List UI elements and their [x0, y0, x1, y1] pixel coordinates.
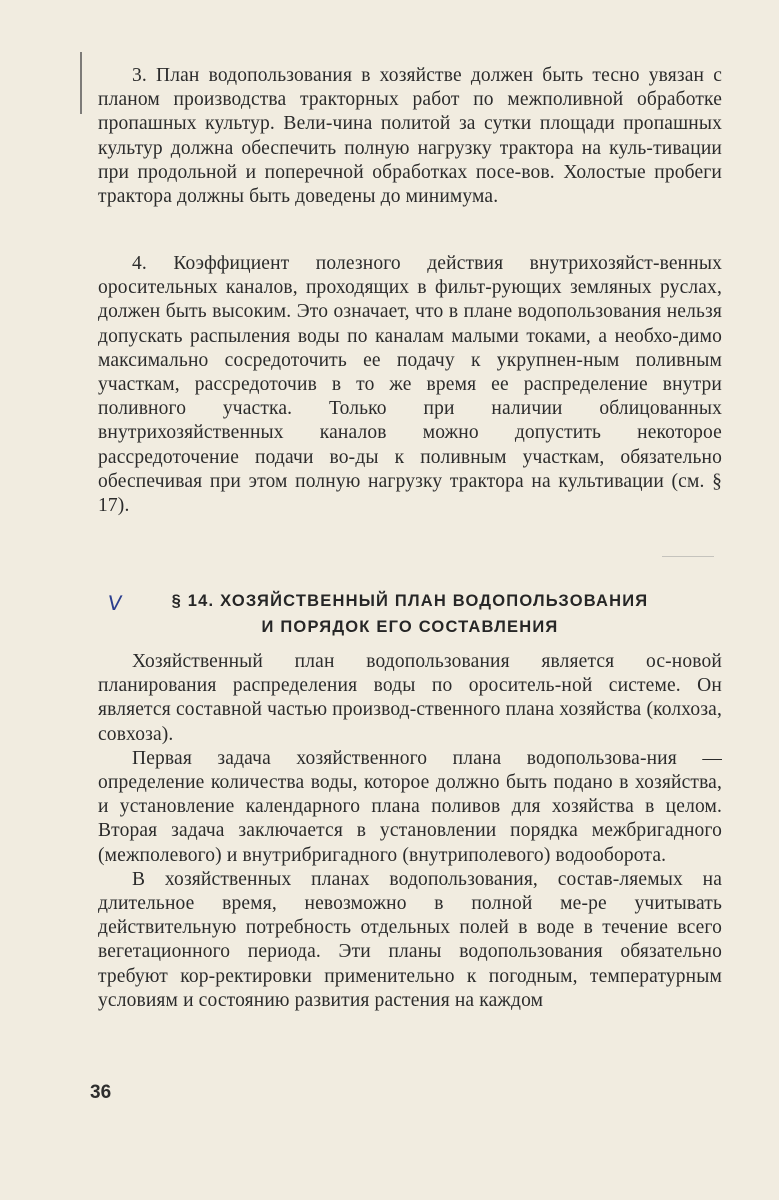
section-title-line-2: И ПОРЯДОК ЕГО СОСТАВЛЕНИЯ — [261, 618, 559, 636]
section-heading — [98, 588, 722, 640]
page-number: 36 — [90, 1082, 112, 1103]
handwritten-check-mark: V — [106, 591, 124, 615]
faint-underline-mark — [662, 556, 714, 557]
section-paragraph-3: В хозяйственных планах водопользования, состав-ляемых на длительное время, невозможно в полной ме-ре учитывать действительную потребность отдельных полей в воде в течение всего вегетационного периода. Эти планы водопользования обязательно требуют кор-ректировки применительно к погодным, температурным условиям и состоянию развития растения на каждом — [98, 868, 722, 1011]
section-body — [98, 650, 722, 1013]
section-paragraph-2: Первая задача хозяйственного плана водопользова-ния — определение количества воды, которое должно быть подано в хозяйства, и установление календарного плана поливов для хозяйства в целом. Вторая задача заключается в установлении порядка межбригадного (межполевого) и внутрибригадного (внутриполевого) водооборота. — [98, 747, 722, 866]
paragraph-3: 3. План водопользования в хозяйстве должен быть тесно увязан с планом производства тракторных работ по межполивной обработке пропашных культур. Вели-чина политой за сутки площади пропашных культур должна обеспечить полную нагрузку трактора на куль-тивации при продольной и поперечной обработках посе-вов. Холостые пробеги трактора должны быть доведены до минимума. — [98, 65, 722, 208]
paragraph-4-block — [98, 252, 722, 518]
paragraph-3-block — [98, 64, 722, 209]
section-title-line-1: § 14. ХОЗЯЙСТВЕННЫЙ ПЛАН ВОДОПОЛЬЗОВАНИЯ — [171, 592, 649, 610]
section-paragraph-1: Хозяйственный план водопользования является ос-новой планирования распределения воды по ороситель-ной системе. Он является составной частью производ-ственного плана хозяйства (колхоза, совхоза). — [98, 651, 722, 745]
margin-pencil-mark — [80, 52, 82, 114]
paragraph-4: 4. Коэффициент полезного действия внутрихозяйст-венных оросительных каналов, проходящих в фильт-рующих земляных руслах, должен быть высоким. Это означает, что в плане водопользования нельзя допускать распыления воды по каналам малыми токами, а необхо-димо максимально сосредоточить ее подачу к укрупнен-ным поливным участкам, рассредоточив в то же время ее распределение внутри поливного участка. Только при наличии облицованных внутрихозяйственных каналов можно допустить некоторое рассредоточение подачи во-ды к поливным участкам, обязательно обеспечивая при этом полную нагрузку трактора на культивации (см. § 17). — [98, 253, 722, 517]
